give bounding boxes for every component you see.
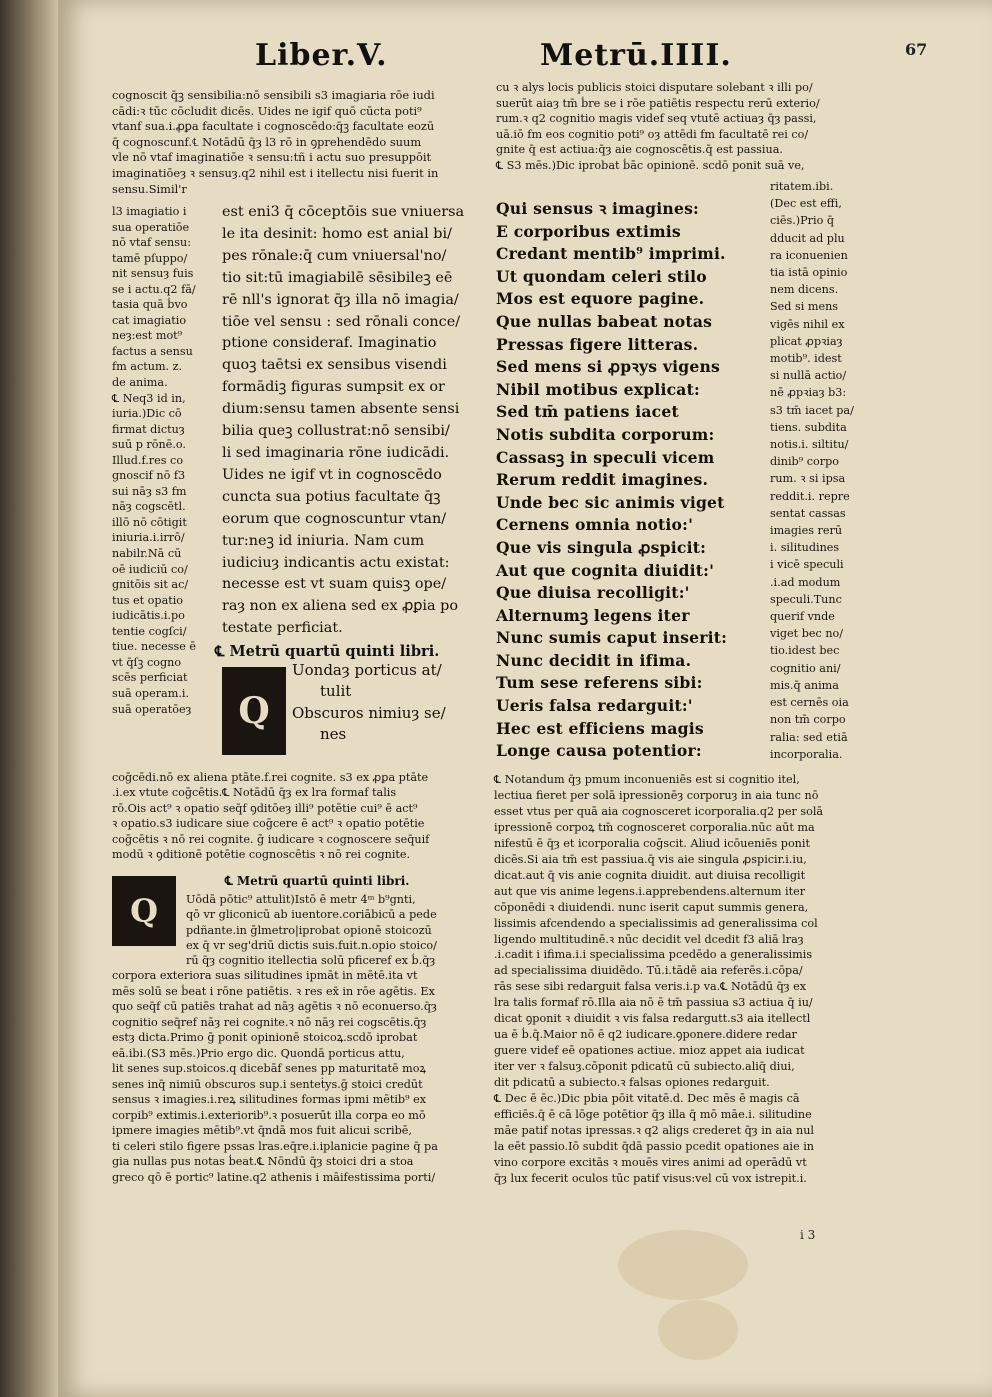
gloss-line: sua operatiōe: [112, 220, 190, 234]
gloss-line: de anima.: [112, 376, 168, 390]
gloss-line: .i.ad modum: [770, 575, 841, 589]
text-line: mēs solū se ḃeat i rōne patiētis. ꝛ res ex̄ in rōe agētis. Ex: [112, 984, 435, 998]
verse-line: Hec est efficiens magis: [496, 718, 704, 738]
text-line: sensus ꝛ imagies.i.reꝝ silitudines formas ipmi mētib⁹ ex: [112, 1093, 427, 1106]
gloss-line: non tm̄ corpo: [770, 713, 846, 727]
gloss-line: dinib⁹ corpo: [770, 455, 839, 469]
left-top-commentary: [112, 88, 438, 197]
text-line: .i.ex vtute coḡcētis.℄ Notādū q̄ȝ ex lra formaf talis: [112, 786, 397, 800]
verse-line: Sed tm̄ patiens iacet: [496, 402, 679, 422]
text-line: necesse est vt suam quisꝫ ope/: [222, 576, 447, 593]
text-line: dicat ꝯponit ꝛ diuidit ꝛ vis falsa redargutt.s3 aia itellectl: [494, 1012, 811, 1026]
gloss-line: neȝ:est mot⁹: [112, 329, 183, 343]
gloss-line: scēs perficiat: [112, 671, 188, 685]
gloss-line: i. silitudines: [770, 541, 840, 555]
gloss-line: fm actum. z.: [112, 360, 183, 374]
gloss-line: nit sensuȝ fuis: [112, 267, 194, 281]
gloss-line: ra iconuenien: [770, 248, 848, 262]
gloss-line: imagies rerū: [770, 524, 843, 538]
gloss-line: incorporalia.: [770, 747, 843, 761]
text-line: cu ꝛ alys locis publicis stoici disputare solebant ꝛ illi po/: [496, 81, 813, 94]
verse-line: Ut quondam celeri stilo: [496, 266, 707, 286]
text-line: sensu.Simil'r: [112, 181, 187, 196]
decorated-initial-2: [112, 876, 176, 946]
gloss-line: tiue. necesse ē: [112, 640, 197, 654]
gloss-line: nem dicens.: [770, 283, 839, 297]
gloss-line: vigēs nihil ex: [770, 317, 845, 331]
text-line: .i.cadit i ifima.i.i specialissima pcedēdo a generalissimis: [494, 948, 813, 962]
text-line: dit pdicatū a subiecto.ꝛ falsas opiones redarguit.: [494, 1076, 770, 1090]
gloss-line: ciēs.)Prio q̄: [770, 214, 835, 228]
verse-line: E corporibus extimis: [496, 221, 681, 241]
text-line: imaginatiōeȝ ꝛ sensuȝ.q2 nihil est i itellectu nisi fuerit in: [112, 165, 439, 180]
verse-line: Rerum reddit imagines.: [496, 470, 709, 490]
left-after-poem-commentary: [112, 770, 429, 862]
text-line: eorum que cognoscuntur vtan/: [222, 510, 447, 527]
verse-line: Nunc decidit in ifima.: [496, 650, 692, 670]
decorated-initial: [222, 667, 286, 755]
text-line: ptione consideraf. Imaginatio: [222, 335, 437, 352]
gloss-line: ℄ Neq3 id in,: [112, 391, 186, 405]
text-line: la eēt passio.Iō subdit q̄dā passio pcedit opationes aie in: [494, 1139, 814, 1153]
gloss-line: ritatem.ibi.: [770, 180, 834, 193]
text-line: iter ver ꝛ falsuȝ.cōponit pdicatū cū subiecto.aliq̄ diui,: [494, 1060, 795, 1074]
gloss-line: s3 tm̄ iacet pa/: [770, 403, 854, 417]
text-line: nifestū ē q̄ȝ et icorporalia coḡscit. Aliud icōueniēs ponit: [494, 836, 810, 850]
gloss-line: si nullā actio/: [770, 369, 847, 383]
verse-line: Ueris falsa redarguit:': [496, 696, 693, 716]
gloss-line: tiens. subdita: [770, 420, 847, 434]
text-line: vtanf sua.i.ꝓꝑa facultate i cognoscēdo:q̄ꝫ facultate eozū: [112, 119, 435, 134]
gloss-line: est cernēs oia: [770, 696, 849, 710]
verse-line: Que nullas babeat notas: [496, 311, 713, 331]
text-line: cuncta sua potius facultate q̄ꝫ: [222, 488, 441, 505]
gloss-line: illō nō cōtigit: [112, 515, 187, 529]
gloss-line: cognitio ani/: [770, 661, 841, 675]
gloss-line: tasia quā ḃvo: [112, 298, 188, 312]
facing-page-edge: [0, 0, 58, 1397]
verse-line: Unde bec sic animis viget: [496, 492, 725, 512]
text-line: qō vr gliconicū ab iuentore.coriābicū a pede: [186, 908, 437, 922]
text-line: cōponēdi ꝛ diuidendi. nunc iserit caput summis genera,: [494, 900, 809, 914]
text-line: rē nll's ignorat q̄ȝ illa nō imagia/: [222, 291, 459, 308]
text-line: lra talis formaf rō.Illa aia nō ē tm̄ passiua s3 actiua q̄ iu/: [494, 996, 813, 1010]
text-line: māe patif notas ipressas.ꝛ q2 aligs crederet q̄ȝ in aia nul: [494, 1123, 814, 1137]
text-line: cognitio seq̄ref nāȝ rei cognite.ꝛ nō nāȝ rei cogscētis.q̄ȝ: [112, 1015, 427, 1029]
text-line: estȝ dicta.Primo ḡ ponit opinionē stoicoꝝ.scdō iprobat: [112, 1031, 418, 1044]
gloss-line: factus a sensu: [112, 344, 193, 358]
gloss-line: Sed si mens: [770, 300, 839, 314]
text-line: eā.ibi.(S3 mēs.)Prio ergo dic. Quondā porticus attu,: [112, 1046, 405, 1060]
initial-letter-2: Q: [130, 892, 158, 930]
verse-line: Aut que cognita diuidit:': [496, 560, 715, 580]
initial-letter: Q: [238, 690, 270, 732]
gloss-line: iuria.)Dic cō: [112, 407, 182, 421]
text-line: lectiua fieret per solā ipressionēȝ corporuȝ in aia tunc nō: [494, 788, 819, 802]
verse-line: Que diuisa recolligit:': [496, 583, 690, 603]
gloss-line: cat imagiatio: [112, 313, 187, 327]
text-line: bilia queꝫ collustrat:nō sensibi/: [222, 423, 450, 440]
verse-line: Cernens omnia notio:': [496, 515, 694, 535]
running-head-left: Liber.V.: [255, 38, 388, 73]
text-line: ua ē ḃ.q̄.Maior nō ē q2 iudicare.ꝯponere.didere redar: [494, 1028, 797, 1042]
text-line: suerūt aiaȝ tm̄ ḃre se i rōe patiētis respectu rerū exterio/: [496, 96, 820, 110]
text-line: gia nullas pus notas ḃeat.℄ Nōndū q̄ȝ stoici dri a stoa: [112, 1155, 414, 1168]
text-line: rās sese sibi redarguit falsa veris.i.p va.℄ Notādū q̄ȝ ex: [494, 980, 807, 994]
text-line: efficiēs.q̄ ē cā lōge potētior q̄ȝ illa q̄ mō māe.i. silitudine: [494, 1108, 812, 1122]
left-main-text: [222, 202, 464, 640]
verse-line: Nibil motibus explicat:: [496, 379, 700, 399]
text-line: ipmere imagies mētib⁹.vt q̄ndā mos fuit alicui scribē,: [112, 1124, 412, 1137]
gloss-line: l3 imagiatio i: [112, 205, 187, 218]
text-line: q̄ȝ lux fecerit oculos tūc patif visus:vel cū vox istrepit.i.: [494, 1171, 807, 1185]
text-line: li sed imaginaria rōne iudicādi.: [222, 444, 450, 461]
text-line: aut que vis anime legens.i.apprebendens.alternum iter: [494, 884, 806, 898]
text-line: vle nō vtaf imaginatiōe ꝛ sensu:tñ i actu suo presuppōit: [112, 150, 432, 165]
text-line: ti celeri stilo figere pssas lras.eq̄re.i.iplanicie pagine q̄ pa: [112, 1139, 438, 1153]
gloss-line: ralia: sed etiā: [770, 730, 848, 744]
gloss-line: rum. ꝛ si ipsa: [770, 472, 846, 486]
text-line: greco qō ē portic⁹ latine.q2 athenis i māifestissima porti/: [112, 1170, 436, 1184]
text-line: ꝛ opatio.s3 iudicare siue coḡcere ē act⁹ ꝛ opatio potētie: [112, 817, 425, 831]
gloss-line: gnoscif nō f3: [112, 469, 186, 483]
poem-line: tulit: [320, 682, 352, 701]
poem-line: Uondaȝ porticus at/: [292, 661, 442, 679]
gloss-line: se i actu.q2 fā/: [112, 282, 196, 296]
gloss-line: dducit ad plu: [770, 231, 845, 245]
gloss-line: sui nāȝ s3 fm: [112, 484, 187, 498]
text-line: cognoscit q̄ꝫ sensibilia:nō sensibili s3 imagiaria rōe iudi: [112, 88, 435, 102]
right-top-commentary: [496, 80, 820, 173]
gloss-line: suū p rōnē.o.: [112, 438, 186, 452]
text-line: lit senes sup.stoicos.q dicebāf senes pp maturitatē moꝝ: [112, 1062, 426, 1075]
text-line: rū q̄ȝ cognitio itellectia solū pficeref ex ḃ.q̄ȝ: [186, 954, 436, 968]
gloss-line: tentie cogſci/: [112, 624, 187, 638]
text-line: ℄ S3 mēs.)Dic iprobat ḃāc opinionē. scdō ponit suā ve,: [496, 158, 805, 172]
text-line: cādi:ꝛ tūc cōcludit dicēs. Uides ne igif quō cūcta poti⁹: [112, 103, 422, 118]
text-line: modū ꝛ ꝯditionē potētie cognoscētis ꝛ nō rei cognite.: [112, 848, 411, 862]
metrum-heading: ℄ Metrū quartū quinti libri.: [215, 643, 440, 660]
text-line: ex q̄ vr seg'driū dictis suis.fuit.n.opio stoico/: [186, 938, 437, 952]
text-line: lissimis afcendendo a specialissimis ad generalissima col: [494, 916, 818, 930]
right-bottom-commentary: [494, 772, 823, 1187]
paper-stain: [618, 1230, 748, 1300]
text-line: pdñante.in ḡlmetro|iprobat opionē stoicozū: [186, 923, 432, 937]
text-line: guere videf eē opationes actiue. mioz appet aia iudicat: [494, 1044, 805, 1058]
text-line: Uōdā pōtic⁹ attulit)Istō ē metr 4ᵐ b⁹gnti,: [186, 893, 416, 906]
poem-line: Obscuros nimiuȝ se/: [292, 703, 446, 722]
text-line: ad specialissima diuidēdo. Tū.i.tādē aia referēs.i.cōpa/: [494, 964, 803, 978]
text-line: ℄ Dec ē ēc.)Dic pbia pōit vitatē.d. Dec mēs ē magis cā: [494, 1092, 800, 1106]
gloss-line: plicat ꝓpꝛiaȝ: [770, 334, 843, 348]
text-line: dium:sensu tamen absente sensi: [222, 401, 460, 418]
text-line: ligendo multitudinē.ꝛ nūc decidit vel dcedit f3 aliā lraȝ: [494, 932, 804, 946]
gloss-line: viget bec no/: [770, 627, 844, 641]
gloss-line: suā operam.i.: [112, 686, 190, 700]
gloss-line: gnitōis sit ac/: [112, 578, 189, 592]
text-line: uā.iō fm eos cognitio poti⁹ oȝ attēdi fm facultatē rei co/: [496, 127, 809, 141]
text-line: tiōe vel sensu : sed rōnali conce/: [222, 313, 461, 330]
gloss-line: speculi.Tunc: [770, 592, 842, 606]
text-line: tur:neꝫ id iniuria. Nam cum: [222, 532, 425, 549]
text-line: rum.ꝛ q2 cognitio magis videf seq vtutē actiuaȝ q̄ȝ passi,: [496, 112, 817, 125]
gloss-line: i vicē speculi: [770, 558, 844, 572]
text-line: quoꝫ taētsi ex sensibus visendi: [222, 357, 447, 374]
text-line: ipressionē corpoꝝ tm̄ cognosceret corporalia.nūc aūt ma: [494, 820, 815, 834]
text-line: coḡcētis ꝛ nō rei cognite. ḡ iudicare ꝛ cognoscere seq̄uif: [112, 832, 430, 846]
gloss-line: nō vtaf sensu:: [112, 236, 191, 250]
text-line: est eni3 q̄ cōceptōis sue vniuersa: [222, 204, 465, 220]
text-line: corpib⁹ extimis.i.exteriorib⁹.ꝛ posuerūt illa corpa eo mō: [112, 1108, 426, 1122]
text-line: formādiꝫ figuras sumpsit ex or: [222, 379, 445, 396]
gloss-line: tus et opatio: [112, 593, 184, 607]
verse-line: Pressas figere litteras.: [496, 334, 699, 354]
verse-line: Cassasꝫ in speculi vicem: [496, 447, 715, 467]
gloss-line: oē iudiciū co/: [112, 562, 188, 576]
gloss-line: Illud.f.res co: [112, 453, 184, 467]
text-line: corpora exteriora suas silitudines ipmāt in mētē.ita vt: [112, 969, 418, 982]
gloss-line: reddit.i. repre: [770, 489, 850, 503]
running-head-right: Metrū.IIII.: [540, 38, 732, 73]
gloss-line: querif vnde: [770, 610, 835, 624]
gloss-line: mis.q̄ anima: [770, 678, 839, 692]
gloss-line: nāȝ cogscētl.: [112, 500, 186, 514]
text-line: Uides ne igif vt in cognoscēdo: [222, 466, 442, 483]
text-line: vino corpore excitās ꝛ mouēs vires animi ad operādū vt: [494, 1155, 807, 1169]
left-commentary-head: [186, 892, 437, 968]
gloss-line: motib⁹. idest: [770, 352, 842, 366]
left-gloss-column: [112, 204, 196, 717]
gloss-line: tamē pſuppo/: [112, 251, 188, 265]
gloss-line: notis.i. siltitu/: [770, 438, 849, 452]
gloss-line: tia istā opinio: [770, 266, 848, 280]
text-line: le ita desinit: homo est anial bi/: [222, 225, 452, 242]
verse-line: Notis subdita corporum:: [496, 424, 715, 444]
verse-line: Qui sensus ꝛ imagines:: [496, 199, 700, 218]
gloss-line: (Dec est effi,: [770, 197, 842, 211]
text-line: rō.Ois act⁹ ꝛ opatio seq̄f ꝯditōeȝ illi⁹ potētie cui⁹ ē act⁹: [112, 801, 418, 815]
text-line: q̄ cognoscunf.℄ Notādū q̄ȝ l3 rō in ꝯprehendēdo suum: [112, 134, 422, 149]
gloss-line: nabilr.Nā cū: [112, 547, 182, 561]
gloss-line: iniuria.i.irrō/: [112, 531, 185, 545]
text-line: esset vtus per quā aia cognosceret icorporalia.q2 per solā: [494, 804, 824, 818]
gloss-line: nē ꝓpꝛiaȝ b3:: [770, 386, 847, 400]
poem-verse: [496, 198, 727, 763]
verse-line: Credant mentib⁹ imprimi.: [496, 244, 726, 264]
gloss-line: iudicātis.i.po: [112, 609, 185, 623]
paper-stain: [658, 1300, 738, 1360]
text-line: pes rōnale:q̄ cum vniuersal'no/: [222, 247, 447, 264]
text-line: quo seq̄f cū patiēs trahat ad nāȝ agētis ꝛ nō econuerso.q̄ȝ: [112, 1000, 437, 1013]
left-commentary-body: [112, 968, 438, 1185]
text-line: testate perficiat.: [222, 620, 343, 637]
text-line: dicēs.Si aia tm̄ est passiua.q̄ vis aie singula ꝓspicir.i.iu,: [494, 852, 807, 866]
text-line: senes inq̄ nimiū obscuros sup.i senteṫys.ḡ stoici credūt: [112, 1077, 423, 1091]
verse-line: Longe causa potentior:: [496, 741, 702, 761]
text-line: gnite q̄ est actiua:q̄ȝ aie cognoscētis.q̄ est passiua.: [496, 143, 783, 156]
verse-line: Alternumꝫ legens iter: [496, 605, 690, 625]
metrum-heading-2: ℄ Metrū quartū quinti libri.: [225, 874, 410, 888]
right-gloss-column: [770, 178, 854, 763]
verse-line: Que vis singula ꝓspicit:: [496, 537, 707, 557]
verse-line: Mos est equore pagine.: [496, 289, 705, 309]
poem-opening: [292, 660, 446, 746]
verse-line: Sed mens si ꝓpꝛys vigens: [496, 357, 720, 377]
text-line: coḡcēdi.nō ex aliena ptāte.f.rei cognite. s3 ex ꝓꝑa ptāte: [112, 771, 429, 784]
gloss-line: suā operatōeȝ: [112, 702, 192, 716]
text-line: tio sit:tū imagiabilē sēsibileꝫ eē: [222, 269, 453, 286]
poem-line: nes: [320, 725, 347, 744]
gloss-line: sentat cassas: [770, 506, 846, 520]
gloss-line: vt q̄ſꝫ cogno: [112, 655, 182, 669]
verse-line: Nunc sumis caput inserit:: [496, 628, 728, 648]
text-line: iudiciuȝ indicantis actu existat:: [222, 554, 450, 571]
text-line: raȝ non ex aliena sed ex ꝓꝑia po: [222, 598, 459, 615]
text-line: ℄ Notandum q̄ȝ pmum inconueniēs est si cognitio itel,: [494, 773, 800, 786]
text-line: dicat.aut q̄ vis anie cognita diuidit. aut diuisa recolligit: [494, 868, 806, 882]
gloss-line: firmat dictuȝ: [112, 422, 185, 436]
folio-number: 67: [905, 40, 928, 59]
verse-line: Tum sese referens sibi:: [496, 673, 703, 693]
gloss-line: tio.idest bec: [770, 644, 840, 658]
quire-signature: i 3: [800, 1228, 816, 1242]
